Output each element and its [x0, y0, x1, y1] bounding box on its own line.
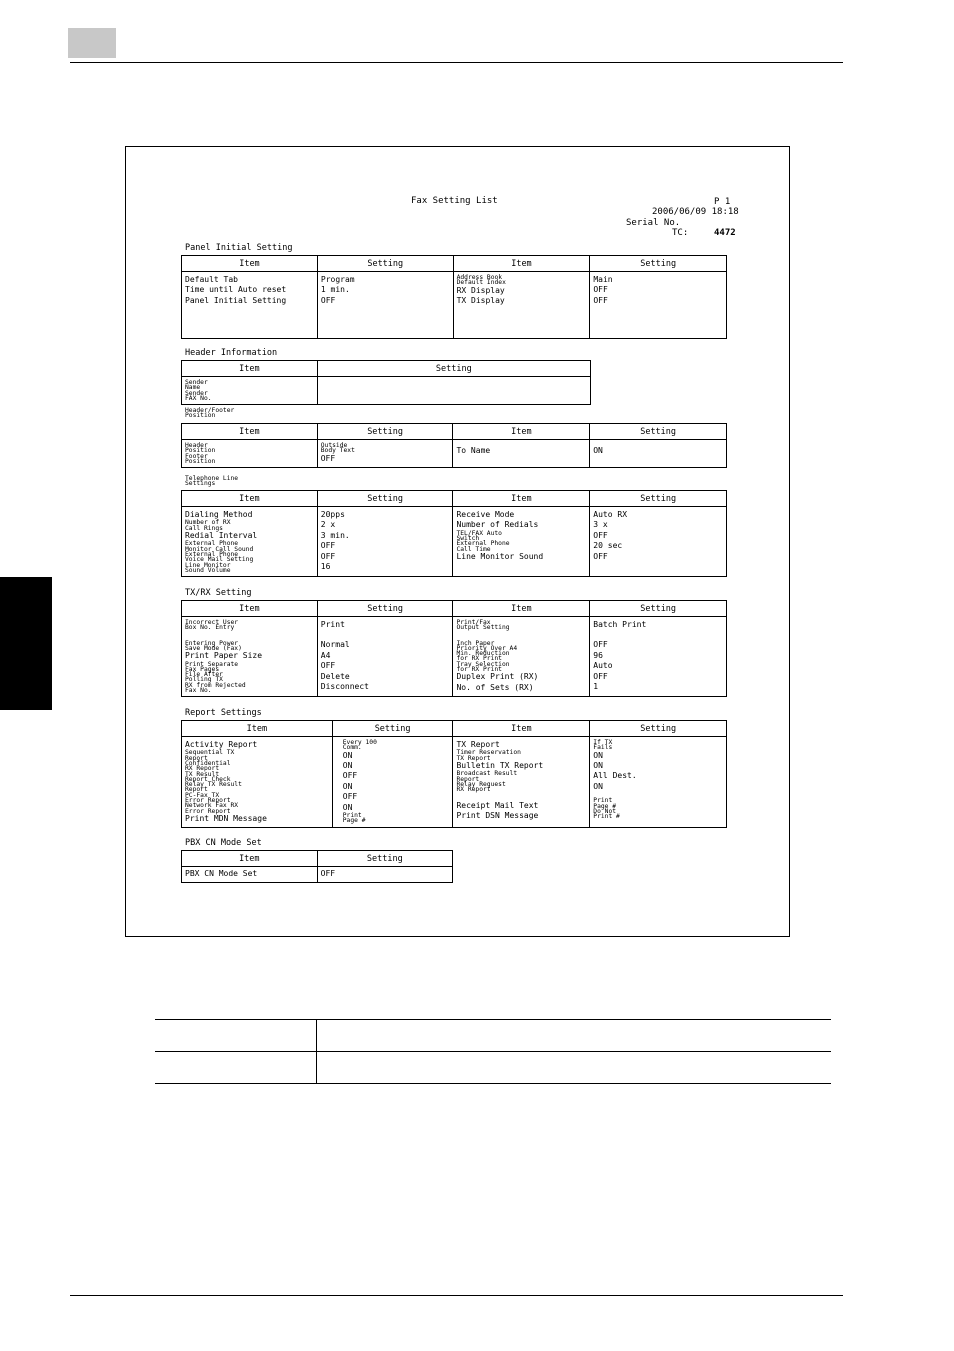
col-item: Item [182, 851, 318, 867]
item-cell [453, 507, 590, 577]
item-text: Entering Power [185, 639, 239, 647]
setting-cell [317, 867, 452, 883]
item-text: Footer [185, 452, 208, 460]
setting-text: OFF [593, 530, 608, 540]
explanation-cell [155, 1052, 316, 1084]
item-cell [182, 507, 318, 577]
col-setting: Setting [317, 256, 453, 272]
col-setting: Setting [590, 601, 727, 617]
item-text: Report [185, 786, 208, 794]
item-text: Default Tab [185, 275, 238, 284]
report-settings-table [181, 720, 727, 828]
item-cell [453, 440, 590, 468]
item-text: Sender [185, 379, 208, 386]
header-rule [70, 62, 843, 63]
setting-text: ON [342, 750, 353, 760]
item-text: Fax Pages [185, 665, 220, 673]
header-info-section-title: Header Information [185, 348, 278, 358]
item-cell [182, 440, 318, 468]
setting-text: ON [593, 446, 603, 455]
setting-text: Normal [320, 640, 350, 650]
item-text: Dialing Method [185, 510, 253, 519]
txrx-section-title: TX/RX Setting [185, 588, 252, 598]
item-text: Relay TX Result [185, 781, 242, 789]
setting-text: OFF [320, 661, 336, 671]
item-cell [453, 617, 590, 697]
print-datetime: 2006/06/09 18:18 [652, 207, 739, 217]
item-text: Line Monitor Sound [456, 552, 544, 561]
telephone-settings-table [181, 490, 727, 577]
col-setting: Setting [317, 491, 453, 507]
col-item: Item [182, 491, 318, 507]
setting-text: OFF [593, 551, 608, 561]
item-text: Name [185, 384, 201, 392]
setting-text: Main [593, 275, 613, 284]
setting-text: Print # [593, 813, 620, 821]
setting-cell [332, 737, 453, 828]
item-text: Panel Initial Setting [185, 295, 287, 305]
item-text: Sequential TX [185, 749, 235, 757]
item-cell [182, 617, 318, 697]
item-text: Redial Interval [185, 531, 258, 540]
page-number: P 1 [714, 197, 731, 207]
item-text: TX Display [456, 296, 505, 305]
item-text: Number of Redials [456, 520, 539, 530]
item-text: Sender [185, 389, 208, 397]
report-section-title: Report Settings [185, 708, 262, 718]
item-text: Report Check [185, 775, 231, 783]
setting-text: 16 [320, 562, 331, 572]
item-text: File After [185, 671, 223, 679]
section-title-line: Header/Footer [185, 407, 235, 414]
item-text: Confidential [185, 760, 231, 767]
item-text: Call Rings [185, 524, 223, 532]
item-text: Position [185, 457, 216, 465]
serial-label: Serial No. [626, 218, 681, 228]
setting-text: OFF [342, 771, 358, 781]
setting-text: Fails [593, 744, 613, 752]
section-title-line: Telephone Line [185, 475, 239, 482]
col-item: Item [453, 424, 590, 440]
col-setting: Setting [590, 721, 727, 737]
item-text: External Phone [185, 540, 239, 548]
setting-text: ON [593, 781, 603, 791]
col-setting: Setting [590, 256, 727, 272]
col-item: Item [182, 721, 333, 737]
setting-cell [590, 617, 727, 697]
item-text: Print DSN Message [456, 811, 539, 820]
item-cell [182, 272, 318, 339]
setting-text: 3 min. [320, 530, 350, 540]
setting-cell [317, 507, 453, 577]
setting-text: ON [593, 750, 603, 760]
txrx-settings-table [181, 600, 727, 697]
col-item: Item [182, 424, 318, 440]
item-text: Switch [456, 535, 480, 543]
setting-text: OFF [320, 295, 336, 305]
setting-text: 20pps [320, 510, 345, 519]
item-cell [182, 737, 333, 828]
col-setting: Setting [317, 361, 590, 377]
col-setting: Setting [332, 721, 453, 737]
chapter-side-tab [0, 577, 52, 710]
item-text: Report [456, 775, 480, 783]
explanation-cell [316, 1052, 831, 1084]
col-item: Item [453, 491, 590, 507]
item-text: Print Separate [185, 660, 239, 668]
setting-text: ON [593, 761, 603, 770]
col-item: Item [182, 361, 318, 377]
item-text: Print MDN Message [185, 813, 267, 823]
header-footer-section-title [185, 408, 234, 419]
col-item: Item [182, 601, 318, 617]
setting-text: Page # [593, 802, 617, 810]
setting-text: Program [320, 275, 355, 284]
pbx-settings-table [181, 850, 453, 883]
item-text: Call Time [456, 545, 491, 553]
explanation-table [155, 1019, 831, 1084]
explanation-cell [316, 1020, 831, 1052]
item-text: External Phone [456, 540, 510, 548]
item-text: Relay Request [456, 781, 506, 788]
item-text: Output Setting [456, 624, 510, 632]
setting-text: OFF [593, 640, 608, 650]
setting-cell [590, 737, 727, 828]
setting-cell [317, 617, 453, 697]
item-text: Report [185, 754, 208, 762]
item-text: To Name [456, 446, 491, 455]
col-item: Item [182, 256, 318, 272]
header-footer-table [181, 423, 727, 468]
col-setting: Setting [317, 851, 452, 867]
item-text: RX Report [456, 786, 491, 794]
item-text: FAX No. [185, 394, 212, 402]
col-setting: Setting [590, 491, 727, 507]
item-text: No. of Sets (RX) [456, 682, 534, 692]
setting-cell [317, 272, 453, 339]
item-text: PBX CN Mode Set [185, 869, 258, 878]
setting-text: OFF [320, 551, 336, 561]
setting-text: Auto [593, 661, 613, 671]
setting-text: OFF [342, 792, 358, 802]
item-text: Error Report [185, 807, 231, 815]
col-item: Item [453, 601, 590, 617]
item-text: Error Report [185, 797, 231, 805]
setting-text: Every 100 [342, 739, 377, 746]
setting-cell [590, 272, 727, 339]
item-text: RX from Rejected [185, 681, 246, 689]
setting-text: OFF [593, 285, 608, 295]
item-text: Number of RX [185, 519, 231, 527]
setting-text: Comm. [342, 744, 362, 752]
item-text: Monitor Call Sound [185, 545, 254, 553]
item-text: Header [185, 442, 208, 449]
setting-text: All Dest. [593, 771, 637, 781]
item-text: PC-Fax TX [185, 791, 220, 799]
item-text: Bulletin TX Report [456, 761, 544, 770]
setting-cell [317, 377, 590, 405]
telephone-section-title [185, 476, 238, 487]
setting-text: 20 sec [593, 541, 623, 551]
item-cell [453, 737, 590, 828]
item-cell [182, 377, 318, 405]
item-text: TEL/FAX Auto [456, 529, 502, 537]
setting-text: Do Not [593, 807, 617, 815]
setting-text: OFF [320, 869, 336, 878]
item-text: RX Display [456, 285, 505, 295]
item-text: for RX Print [456, 666, 502, 674]
item-text: External Phone [185, 551, 239, 558]
setting-text: 1 [593, 682, 599, 692]
setting-text: Delete [320, 671, 350, 681]
item-text: Default Index [456, 279, 506, 287]
item-text: Save Mode (Fax) [185, 644, 242, 652]
section-title-line: Position [185, 412, 216, 420]
setting-text: OFF [593, 671, 608, 681]
header-info-table [181, 360, 591, 405]
setting-cell [317, 440, 453, 468]
item-text: Voice Mail Setting [185, 556, 254, 564]
item-text: Network Fax RX [185, 802, 239, 810]
setting-text: Disconnect [320, 682, 369, 692]
setting-text: ON [342, 802, 353, 812]
setting-text: ON [342, 761, 353, 770]
setting-text: 96 [593, 650, 603, 660]
col-setting: Setting [317, 424, 453, 440]
item-text: Fax No. [185, 687, 212, 695]
item-text: Print/Fax [456, 619, 491, 626]
setting-text: Page # [342, 817, 366, 825]
setting-text: Batch Print [593, 620, 647, 629]
setting-text: If TX [593, 739, 613, 746]
explanation-cell [155, 1020, 316, 1052]
item-text: Receive Mode [456, 510, 515, 519]
item-text: Activity Report [185, 740, 258, 749]
item-text: Duplex Print (RX) [456, 672, 539, 682]
setting-text: ON [342, 781, 353, 791]
item-text: Inch Paper [456, 639, 495, 647]
setting-text: Print [593, 797, 613, 805]
setting-text: OFF [593, 295, 608, 305]
item-text: TX Result [185, 770, 220, 778]
item-text: TX Report [456, 740, 500, 749]
setting-text: OFF [320, 541, 336, 551]
item-text: RX Report [185, 765, 220, 773]
item-text: Position [185, 447, 216, 455]
item-text: Print Paper Size [185, 651, 263, 661]
item-text: Min. Reduction [456, 650, 510, 658]
setting-text: Outside [320, 442, 348, 449]
col-item: Item [453, 721, 590, 737]
setting-text: Print [320, 620, 345, 629]
setting-cell [590, 440, 727, 468]
item-text: Tray Selection [456, 660, 510, 668]
item-text: for RX Print [456, 655, 502, 663]
panel-settings-table [181, 255, 727, 339]
item-text: Line Monitor [185, 561, 231, 569]
item-text: Polling TX [185, 676, 223, 684]
chapter-number-box [68, 28, 116, 58]
item-text: Incorrect User [185, 619, 239, 626]
setting-text: 2 x [320, 520, 336, 530]
setting-text: Print [342, 812, 362, 820]
setting-text: Auto RX [593, 510, 628, 519]
col-setting: Setting [317, 601, 453, 617]
fax-list-title: Fax Setting List [411, 196, 498, 206]
footer-rule [70, 1295, 843, 1296]
setting-text: OFF [320, 453, 336, 463]
setting-text: Body Text [320, 447, 355, 455]
item-text: Address Book [456, 274, 503, 281]
pbx-section-title: PBX CN Mode Set [185, 838, 262, 848]
item-text: Box No. Entry [185, 624, 235, 632]
item-cell [182, 867, 318, 883]
setting-text: 3 x [593, 520, 608, 530]
col-item: Item [453, 256, 590, 272]
tc-value: 4472 [714, 228, 736, 238]
item-cell [453, 272, 590, 339]
item-text: Sound Volume [185, 566, 231, 574]
panel-section-title: Panel Initial Setting [185, 243, 293, 253]
section-title-line: Settings [185, 480, 216, 488]
col-setting: Setting [590, 424, 727, 440]
item-text: TX Report [456, 754, 491, 762]
item-text: Priority Over A4 [456, 644, 518, 652]
setting-text: 1 min. [320, 285, 350, 295]
setting-cell [590, 507, 727, 577]
tc-label: TC: [672, 228, 689, 238]
item-text: Time until Auto reset [185, 285, 287, 295]
item-text: Receipt Mail Text [456, 800, 539, 810]
setting-text: A4 [320, 650, 331, 660]
item-text: Broadcast Result [456, 770, 518, 778]
item-text: Timer Reservation [456, 749, 521, 757]
